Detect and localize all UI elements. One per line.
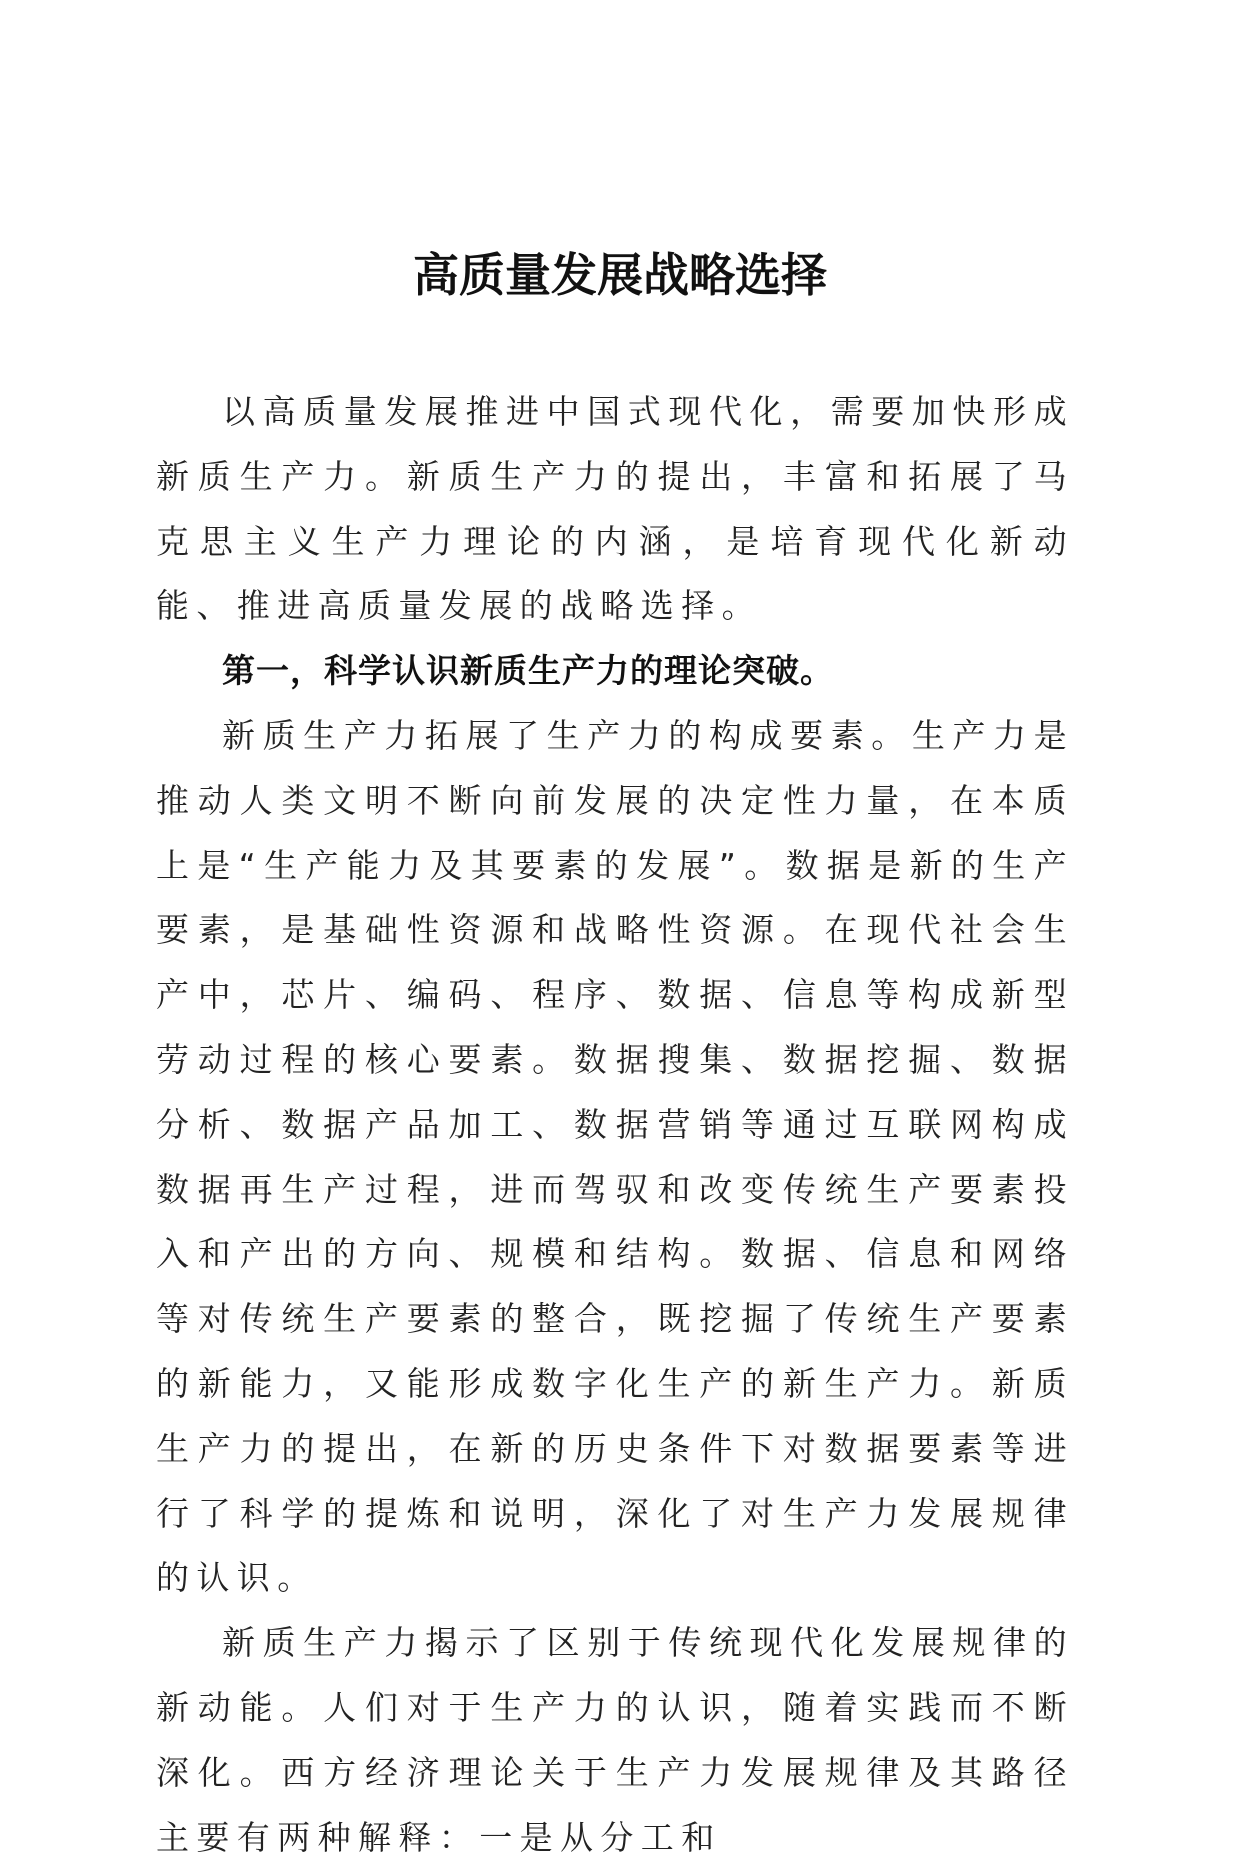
section-heading: 第一，科学认识新质生产力的理论突破。 (222, 651, 834, 691)
paragraph-intro: 以高质量发展推进中国式现代化，需要加快形成新质生产力。新质生产力的提出，丰富和拓展了马克思主义生产力理论的内涵，是培育现代化新动能、推进高质量发展的战略选择。 (156, 392, 1074, 626)
paragraph-elements: 新质生产力拓展了生产力的构成要素。生产力是推动人类文明不断向前发展的决定性力量，在本质上是“生产能力及其要素的发展”。数据是新的生产要素，是基础性资源和战略性资源。在现代社会生产中，芯片、编码、程序、数据、信息等构成新型劳动过程的核心要素。数据搜集、数据挖掘、数据分析、数据产品加工、数据营销等通过互联网构成数据再生产过程，进而驾驭和改变传统生产要素投入和产出的方向、规模和结构。数据、信息和网络等对传统生产要素的整合，既挖掘了传统生产要素的新能力，又能形成数字化生产的新生产力。新质生产力的提出，在新的历史条件下对数据要素等进行了科学的提炼和说明，深化了对生产力发展规律的认识。 (156, 715, 1074, 1598)
document-title: 高质量发展战略选择 (413, 248, 827, 302)
paragraph-momentum: 新质生产力揭示了区别于传统现代化发展规律的新动能。人们对于生产力的认识，随着实践而不断深化。西方经济理论关于生产力发展规律及其路径主要有两种解释：一是从分工和 (156, 1623, 1074, 1857)
document-body (156, 380, 1074, 1870)
